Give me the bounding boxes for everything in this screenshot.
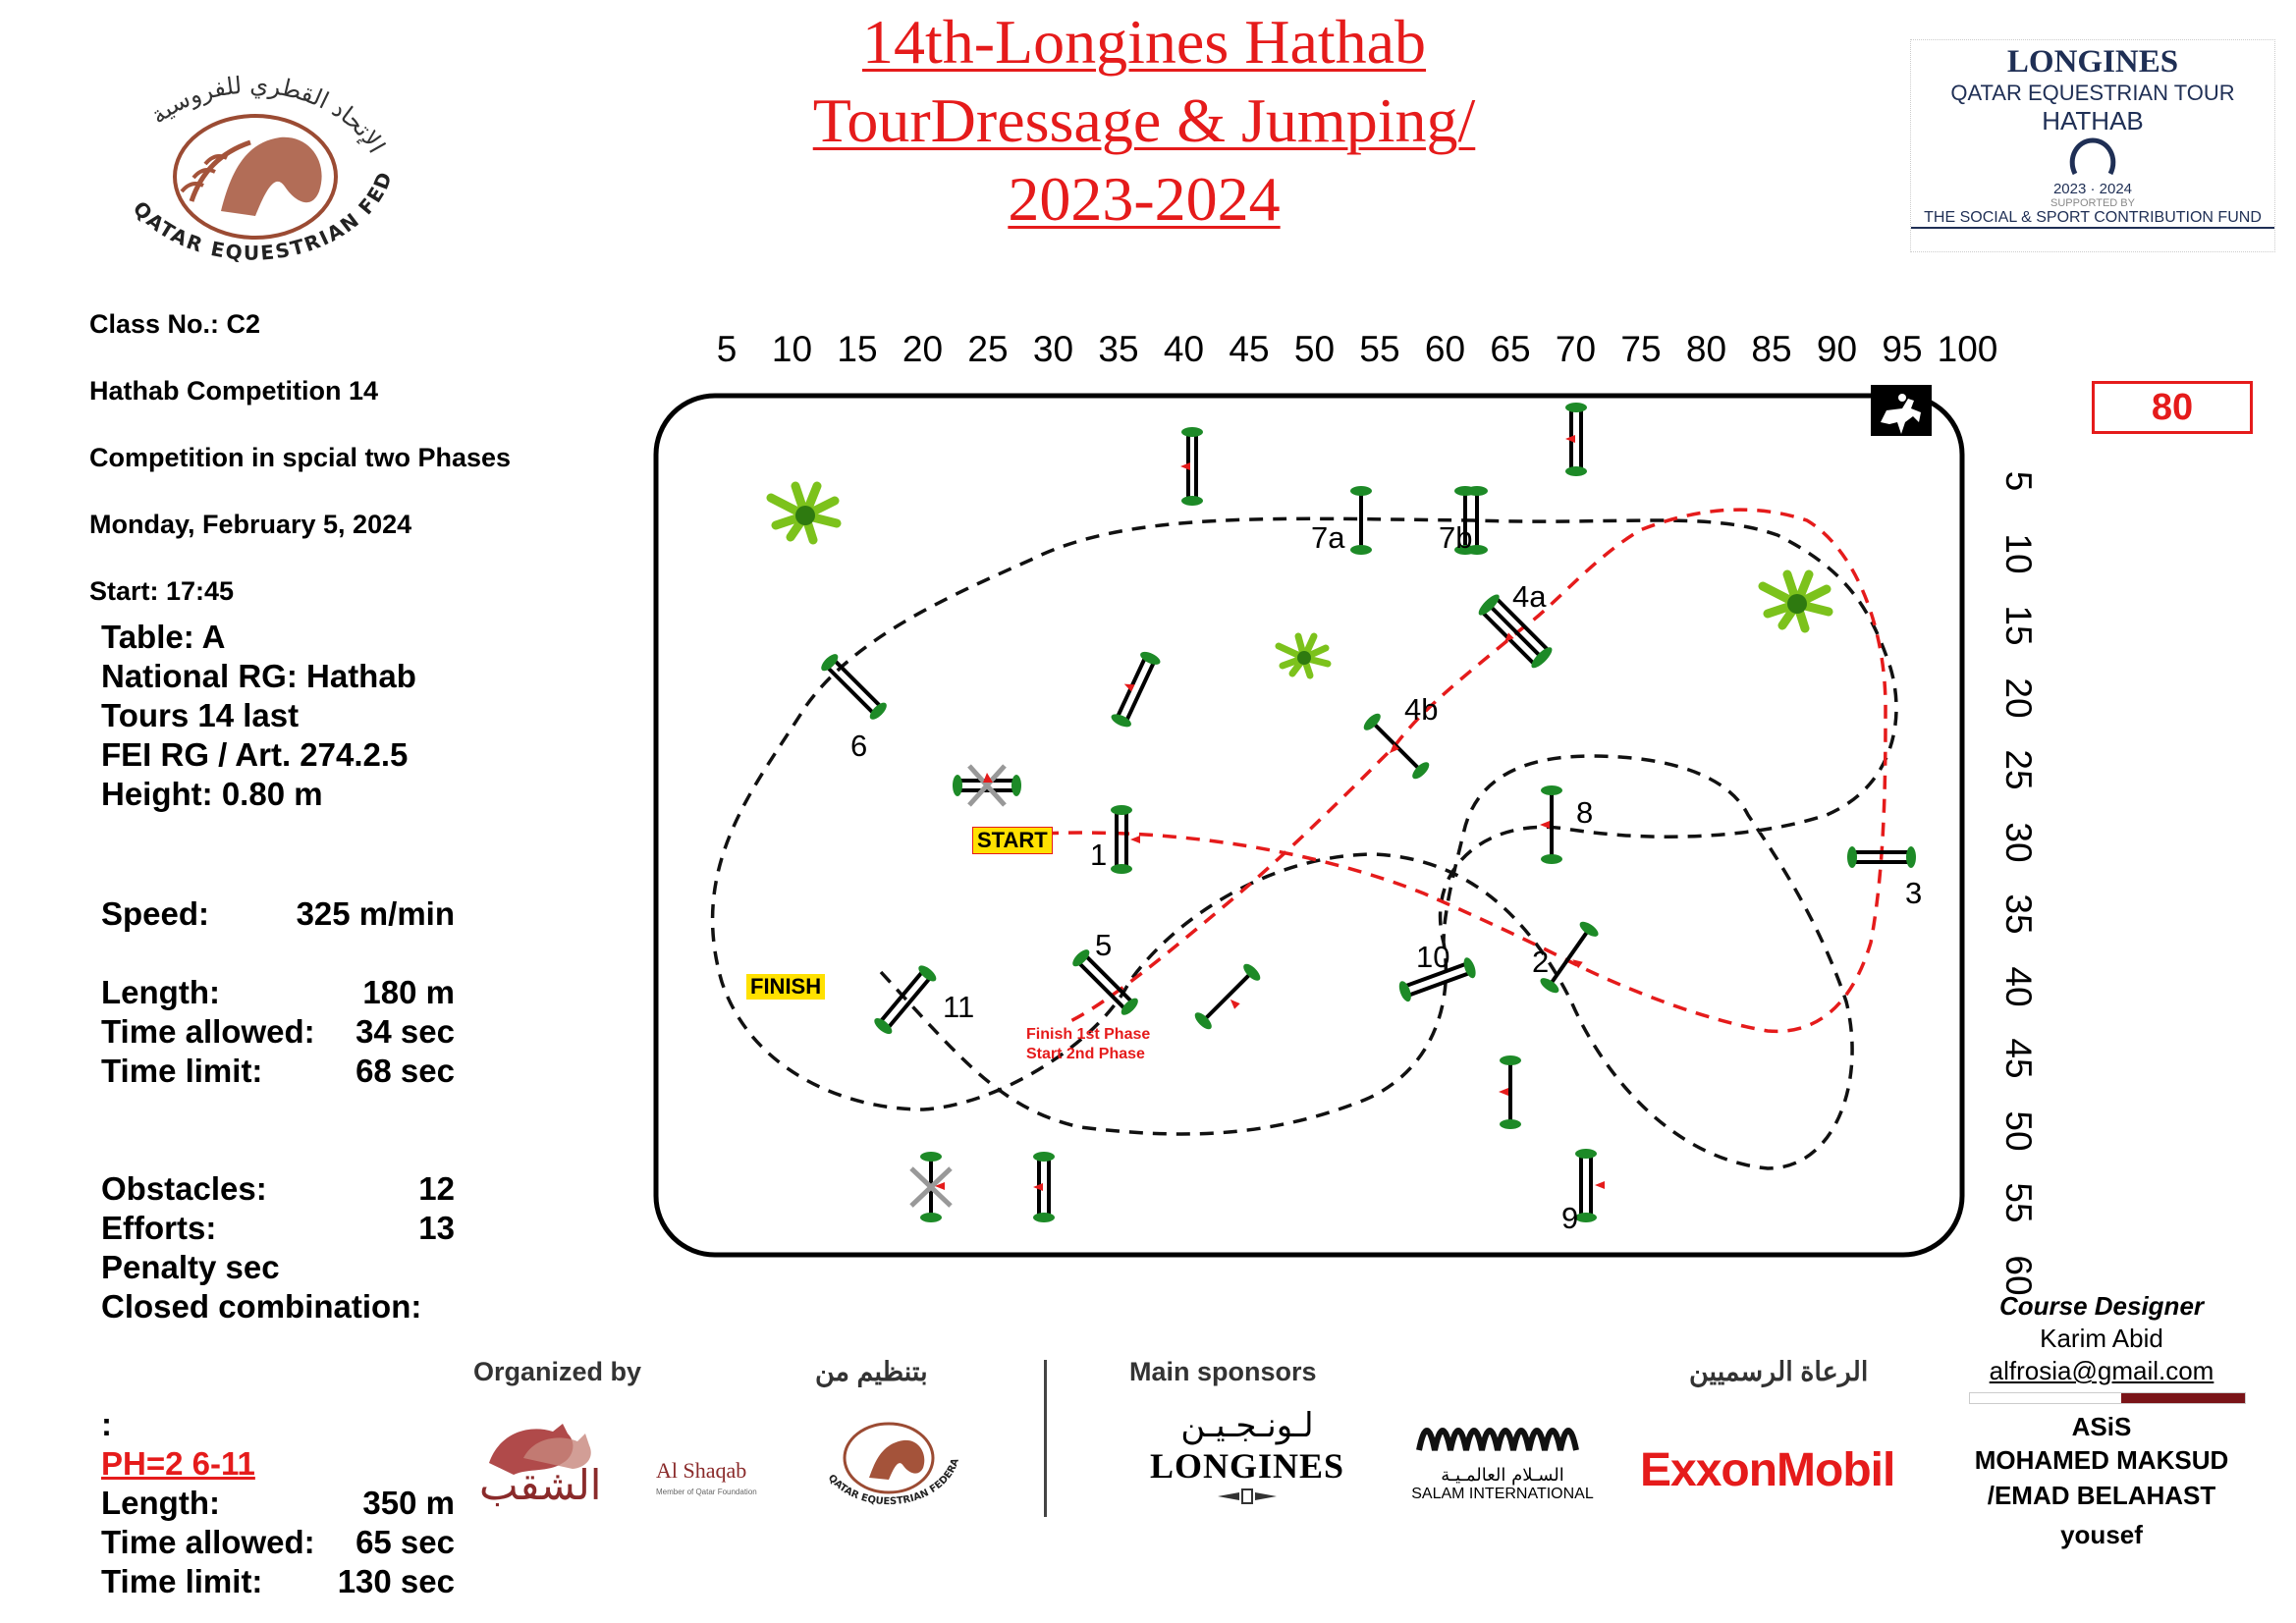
competition-date: Monday, February 5, 2024 bbox=[89, 510, 412, 539]
title-line-3: 2023-2024 bbox=[1008, 164, 1281, 234]
x-scale-tick: 85 bbox=[1751, 329, 1792, 369]
jump-obstacle-crossed bbox=[953, 766, 1021, 805]
exxonmobil-logo: ExxonMobil bbox=[1640, 1444, 1895, 1496]
organized-by-label: Organized by bbox=[473, 1357, 642, 1386]
jump-label-11: 11 bbox=[943, 990, 975, 1024]
finish-badge: FINISH bbox=[746, 974, 825, 1000]
y-scale-tick: 60 bbox=[1998, 1254, 2039, 1296]
jump-obstacle-9 bbox=[1575, 1149, 1605, 1222]
jump-obstacle bbox=[1108, 648, 1163, 730]
x-scale-tick: 50 bbox=[1293, 329, 1336, 369]
palm-icon bbox=[1763, 574, 1829, 628]
tour-logo-years: 2023 · 2024 bbox=[2052, 181, 2133, 197]
jump-label-4b: 4b bbox=[1404, 692, 1439, 727]
jump-label-2: 2 bbox=[1532, 945, 1550, 979]
start-time: Start: 17:45 bbox=[89, 576, 235, 606]
jump-obstacle-1 bbox=[1111, 805, 1140, 874]
jump-obstacle bbox=[1033, 1152, 1055, 1222]
x-scale-tick: 90 bbox=[1816, 329, 1858, 369]
x-scale-tick: 65 bbox=[1490, 329, 1531, 369]
alshaqab-logo bbox=[469, 1404, 774, 1517]
jump-label-8: 8 bbox=[1576, 795, 1594, 830]
title-line-1: 14th-Longines Hathab bbox=[861, 7, 1427, 77]
organized-by-ar-label: بتنظيم من bbox=[815, 1357, 928, 1386]
start-badge: START bbox=[972, 827, 1053, 854]
competition-type: Competition in spcial two Phases bbox=[89, 443, 512, 472]
x-scale-tick: 100 bbox=[1937, 329, 1998, 369]
longines-logo bbox=[1120, 1406, 1375, 1514]
rule-tours: Tours 14 last bbox=[101, 697, 300, 733]
tour-logo-line1: QATAR EQUESTRIAN TOUR bbox=[1950, 81, 2235, 105]
competition-name: Hathab Competition 14 bbox=[89, 376, 379, 406]
alshaqab-name: Al Shaqab bbox=[656, 1458, 747, 1483]
y-scale-tick: 25 bbox=[1998, 749, 2039, 790]
jump-label-9: 9 bbox=[1561, 1201, 1579, 1235]
longines-name: LONGINES bbox=[1149, 1446, 1345, 1486]
closed-combination-row: Closed combination: bbox=[101, 1288, 422, 1325]
winged-hourglass-icon bbox=[1218, 1487, 1277, 1506]
jump-obstacle bbox=[1192, 961, 1265, 1034]
y-scale-tick: 10 bbox=[1998, 532, 2039, 574]
y-scale-tick: 30 bbox=[1998, 821, 2039, 863]
longines-arabic: لـونـجـيـن bbox=[1180, 1406, 1314, 1445]
alshaqab-arabic: الشقب bbox=[479, 1461, 602, 1509]
alshaqab-sub: Member of Qatar Foundation bbox=[656, 1488, 757, 1496]
class-number: Class No.: C2 bbox=[89, 309, 261, 339]
tour-logo-fund: THE SOCIAL & SPORT CONTRIBUTION FUND bbox=[1911, 209, 2274, 229]
jump-label-6: 6 bbox=[850, 729, 868, 763]
jump-label-7a: 7a bbox=[1311, 520, 1345, 555]
salam-emblem-icon bbox=[1409, 1406, 1596, 1460]
main-sponsors-ar-label: الرعاة الرسميين bbox=[1689, 1357, 1869, 1386]
designer-email: alfrosia@gmail.com bbox=[1989, 1356, 2214, 1385]
designer-assistant-2: /EMAD BELAHAST bbox=[1987, 1481, 2216, 1510]
tour-logo-brand: LONGINES bbox=[2006, 44, 2179, 80]
svg-text:الإتحاد القطري للفروسية: الإتحاد القطري للفروسية bbox=[145, 71, 391, 158]
x-scale-tick: 95 bbox=[1882, 329, 1923, 369]
x-scale-tick: 20 bbox=[902, 329, 944, 369]
x-scale-tick: 55 bbox=[1359, 329, 1400, 369]
jump-label-3: 3 bbox=[1905, 876, 1923, 910]
rule-table: Table: A bbox=[101, 619, 226, 655]
rule-height: Height: 0.80 m bbox=[101, 776, 323, 812]
efforts-row: Efforts: 13 bbox=[101, 1210, 455, 1246]
sponsor-divider bbox=[1044, 1360, 1047, 1517]
phase2-colon: : bbox=[101, 1406, 112, 1442]
designer-assistant-3: yousef bbox=[2060, 1520, 2143, 1549]
y-scale-tick: 45 bbox=[1998, 1038, 2039, 1079]
horse-head-icon bbox=[805, 1399, 972, 1522]
designer-color-bar bbox=[1969, 1392, 2246, 1404]
jump-obstacle-8 bbox=[1540, 785, 1562, 864]
tour-logo-line2: HATHAB bbox=[2042, 106, 2144, 135]
rule-national: National RG: Hathab bbox=[101, 658, 416, 694]
svg-text:QATAR EQUESTRIAN FEDERATION: QATAR EQUESTRIAN FED bbox=[128, 167, 398, 265]
salam-logo bbox=[1404, 1406, 1601, 1514]
main-sponsors-label: Main sponsors bbox=[1129, 1357, 1317, 1386]
x-scale-tick: 45 bbox=[1229, 329, 1270, 369]
svg-text:QATAR EQUESTRIAN FEDERATION: QATAR EQUESTRIAN FEDERA bbox=[825, 1457, 961, 1508]
penalty-row: Penalty sec bbox=[101, 1249, 280, 1285]
jump-label-1: 1 bbox=[1090, 838, 1108, 872]
designer-name: Karim Abid bbox=[2040, 1324, 2163, 1353]
qef-small-logo bbox=[805, 1399, 972, 1522]
phase-note-1: Finish 1st Phase bbox=[1026, 1026, 1151, 1043]
rule-fei: FEI RG / Art. 274.2.5 bbox=[101, 736, 409, 773]
tour-logo-supported: SUPPORTED BY bbox=[2050, 197, 2135, 209]
phase-note-2: Start 2nd Phase bbox=[1026, 1046, 1145, 1062]
obstacles-row: Obstacles: 12 bbox=[101, 1170, 455, 1207]
x-scale-tick: 70 bbox=[1555, 329, 1597, 369]
y-scale-tick: 40 bbox=[1998, 965, 2039, 1007]
x-scale-tick: 15 bbox=[837, 329, 878, 369]
designer-assistant-1: MOHAMED MAKSUD bbox=[1974, 1445, 2229, 1475]
x-scale-tick: 80 bbox=[1685, 329, 1727, 369]
jump-obstacle bbox=[1180, 427, 1203, 506]
x-scale-tick: 25 bbox=[967, 329, 1009, 369]
salam-name: SALAM INTERNATIONAL bbox=[1411, 1486, 1594, 1502]
x-scale-tick: 5 bbox=[716, 329, 738, 369]
arena-size-box: 80 bbox=[2092, 381, 2253, 434]
phase2-heading: PH=2 6-11 bbox=[101, 1445, 255, 1482]
jump-obstacle-6 bbox=[818, 651, 889, 722]
jump-obstacle bbox=[1499, 1055, 1521, 1129]
y-scale-tick: 35 bbox=[1998, 893, 2039, 935]
x-scale-tick: 35 bbox=[1098, 329, 1139, 369]
jump-obstacle-crossed bbox=[911, 1152, 951, 1222]
phase2-time-limit-row: Time limit: 130 sec bbox=[101, 1563, 455, 1599]
palm-icon bbox=[1279, 636, 1328, 676]
length-row: Length: 180 m bbox=[101, 974, 455, 1010]
arena-border bbox=[656, 396, 1962, 1255]
jump-label-10: 10 bbox=[1416, 940, 1450, 974]
palm-icon bbox=[771, 486, 837, 540]
x-scale-tick: 10 bbox=[771, 329, 813, 369]
jump-label-7b: 7b bbox=[1439, 520, 1473, 555]
time-limit-row: Time limit: 68 sec bbox=[101, 1053, 455, 1089]
jump-obstacle bbox=[1565, 403, 1587, 476]
horse-rider-icon bbox=[1871, 385, 1932, 436]
title-line-2: TourDressage & Jumping/ bbox=[812, 85, 1476, 155]
y-scale-tick: 15 bbox=[1998, 605, 2039, 646]
route-phase2 bbox=[713, 518, 1896, 1168]
designer-title: Course Designer bbox=[1998, 1291, 2205, 1321]
time-allowed-row: Time allowed: 34 sec bbox=[101, 1013, 455, 1050]
phase2-length-row: Length: 350 m bbox=[101, 1485, 455, 1521]
y-scale-tick: 20 bbox=[1998, 676, 2039, 719]
phase2-time-allowed-row: Time allowed: 65 sec bbox=[101, 1524, 455, 1560]
designer-asis: ASiS bbox=[2071, 1412, 2132, 1441]
x-scale-tick: 60 bbox=[1424, 329, 1466, 369]
x-scale-tick: 75 bbox=[1620, 329, 1662, 369]
y-scale-tick: 50 bbox=[1998, 1109, 2039, 1152]
jump-label-4a: 4a bbox=[1512, 579, 1547, 614]
x-scale-tick: 30 bbox=[1032, 329, 1074, 369]
y-scale-tick: 55 bbox=[1998, 1182, 2039, 1223]
y-scale-tick: 5 bbox=[1998, 470, 2039, 492]
salam-arabic: السـلام العالمـيـة bbox=[1441, 1465, 1564, 1486]
x-scale-tick: 40 bbox=[1163, 329, 1205, 369]
jump-label-5: 5 bbox=[1095, 928, 1113, 962]
speed-row: Speed: 325 m/min bbox=[101, 895, 455, 932]
